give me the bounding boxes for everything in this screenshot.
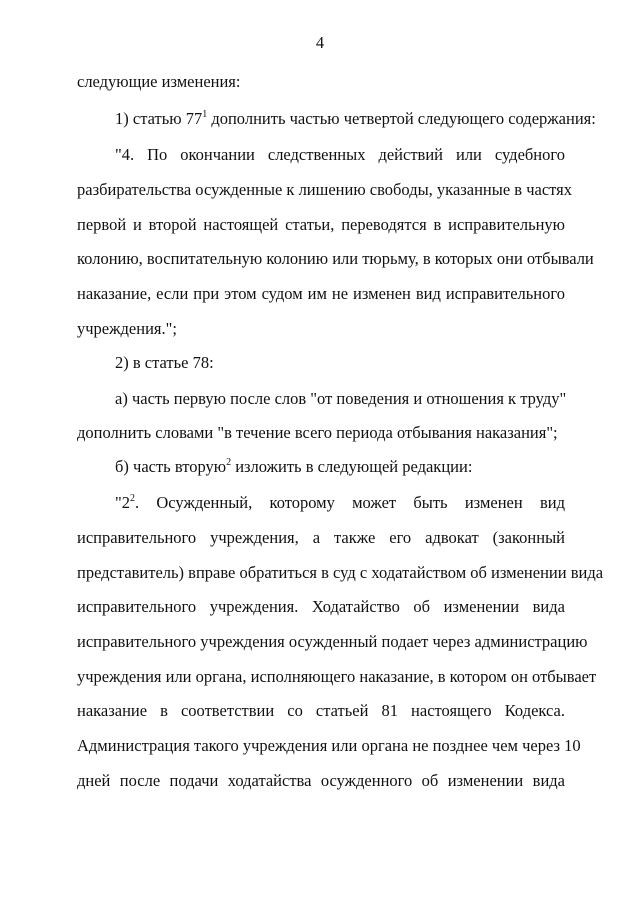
text-line: "4. По окончании следственных действий или судебного bbox=[115, 145, 565, 164]
text-line: наказание, если при этом судом им не изменен вид исправительного bbox=[77, 284, 565, 303]
text-line: Администрация такого учреждения или органа не позднее чем через 10 bbox=[77, 736, 581, 755]
text-line: наказание в соответствии со статьей 81 настоящего Кодекса. bbox=[77, 701, 565, 720]
text-fragment: 1) статью 77 bbox=[115, 109, 203, 128]
text-line: учреждения или органа, исполняющего наказание, в котором он отбывает bbox=[77, 667, 597, 686]
text-line: 2) в статье 78: bbox=[115, 353, 214, 372]
text-line: следующие изменения: bbox=[77, 72, 241, 91]
text-line: представитель) вправе обратиться в суд с ходатайством об изменении вида bbox=[77, 563, 604, 582]
text-fragment: дополнить частью четвертой следующего содержания: bbox=[207, 109, 596, 128]
text-line bbox=[115, 109, 596, 129]
text-line bbox=[115, 493, 565, 513]
text-line: дней после подачи ходатайства осужденного об изменении вида bbox=[77, 771, 565, 790]
text-fragment: изложить в следующей редакции: bbox=[231, 457, 473, 476]
text-line: а) часть первую после слов "от поведения и отношения к труду" bbox=[115, 389, 567, 408]
text-fragment: б) часть вторую bbox=[115, 457, 227, 476]
superscript: 1 bbox=[202, 109, 208, 120]
text-line: колонию, воспитательную колонию или тюрьму, в которых они отбывали bbox=[77, 249, 594, 268]
text-line: дополнить словами "в течение всего периода отбывания наказания"; bbox=[77, 423, 558, 442]
superscript: 2 bbox=[226, 457, 232, 468]
text-line: первой и второй настоящей статьи, переводятся в исправительную bbox=[77, 215, 565, 234]
text-line: исправительного учреждения, а также его адвокат (законный bbox=[77, 528, 565, 547]
text-line: учреждения."; bbox=[77, 319, 177, 338]
text-line bbox=[115, 457, 565, 477]
text-line: исправительного учреждения осужденный подает через администрацию bbox=[77, 632, 588, 651]
superscript: 2 bbox=[130, 493, 135, 504]
text-line: разбирательства осужденные к лишению свободы, указанные в частях bbox=[77, 180, 572, 199]
text-line: исправительного учреждения. Ходатайство об изменении вида bbox=[77, 597, 565, 616]
text-fragment: . Осужденный, которому может быть изменен вид bbox=[135, 493, 565, 512]
text-fragment: "2 bbox=[115, 493, 130, 512]
page-number: 4 bbox=[315, 33, 325, 52]
